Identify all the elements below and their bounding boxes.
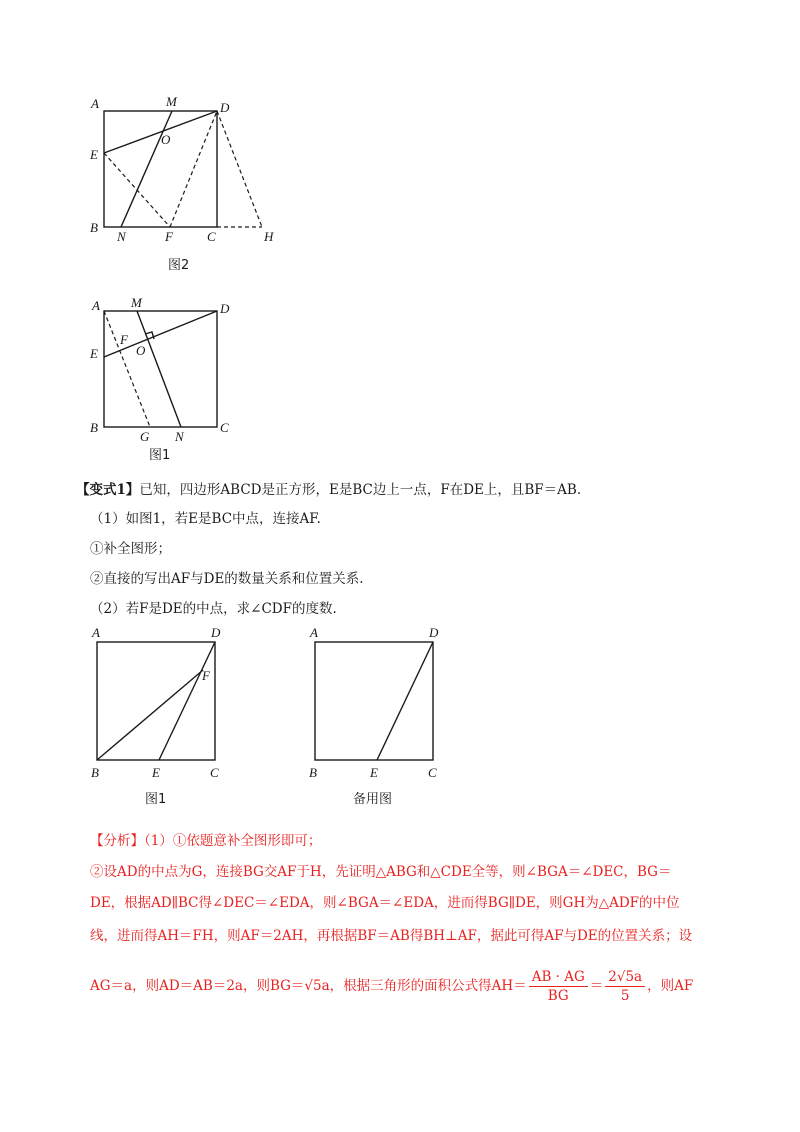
analysis-line-3: DE，根据AD∥BC得∠DEC＝∠EDA，则∠BGA＝∠EDA，进而得BG∥DE，则GH为△ADF的中位 [90,895,680,911]
backup-caption: 备用图 [353,792,393,807]
problem-statement-line [76,480,581,500]
fig1-label-C: C [220,420,229,435]
fig1-caption: 图1 [149,448,171,463]
fig1b-label-A: A [92,625,100,640]
fig1-square [104,311,217,427]
backup-label-E: E [370,765,378,780]
analysis-line5-a: AG＝a，则AD＝AB＝2a，则BG＝ [90,978,305,994]
figure-2 [89,94,274,273]
problem-statement: 已知，四边形ABCD是正方形，E是BC边上一点，F在DE上，且BF＝AB. [139,482,582,498]
fig1b-label-F: F [202,668,210,683]
fig2-dash-FD [170,111,217,227]
analysis-equals: ＝ [589,978,604,994]
problem-part1: （1）如图1，若E是BC中点，连接AF. [90,511,321,527]
analysis-line-5 [90,968,693,1005]
fig1-label-B: B [90,420,98,435]
fig1-label-N: N [175,429,184,444]
backup-line-ED [377,642,433,760]
fig1b-label-D: D [211,625,221,640]
fig2-label-O: O [161,132,171,147]
analysis-line-2: ②设AD的中点为G，连接BG交AF于H，先证明△ABG和△CDE全等，则∠BGA＝∠DEC，BG＝ [90,864,672,880]
fig2-label-B: B [90,220,98,235]
fig2-label-N: N [117,229,126,244]
problem-title: 【变式1】 [76,482,140,498]
fig2-dash-DH [217,111,262,227]
figure-backup [309,625,439,807]
fig1-label-O: O [136,343,146,358]
fig1-label-G: G [140,429,150,444]
fig2-dash-EF [104,153,170,227]
fig1b-label-B: B [91,765,99,780]
fig1-label-A: A [92,298,100,313]
fig2-label-H: H [264,229,274,244]
analysis-line-4: 线，进而得AH＝FH，则AF＝2AH，再根据BF＝AB得BH⊥AF，据此可得AF与DE的位置关系；设 [90,928,693,944]
fig2-line-MN [121,111,172,227]
fraction-1-numerator: AB · AG [529,968,588,987]
backup-label-D: D [429,625,439,640]
analysis-line-1: 【分析】（1）①依题意补全图形即可； [90,833,322,849]
fraction-ab-ag-over-bg [529,968,588,1005]
fig1-label-D: D [220,301,230,316]
fig1-label-E: E [90,346,98,361]
analysis-line5-root: √5 [304,978,322,994]
fig2-square [104,111,217,227]
fig1-label-F: F [120,332,128,347]
problem-sub1: ①补全图形； [90,541,171,557]
fraction-2-denominator: 5 [620,988,630,1004]
problem-sub2: ②直接的写出AF与DE的数量关系和位置关系. [90,571,364,587]
fig1-label-M: M [131,295,142,310]
fig2-label-A: A [91,96,99,111]
fig2-label-E: E [90,147,98,162]
fig1b-line-BF [97,670,203,760]
fig1b-caption: 图1 [145,792,167,807]
backup-label-C: C [428,765,437,780]
backup-label-B: B [309,765,317,780]
fig1b-square [97,642,215,760]
analysis-line5-b: a，根据三角形的面积公式得AH＝ [321,978,527,994]
fig1b-label-C: C [210,765,219,780]
fraction-2-numerator: 2√5a [605,968,645,987]
analysis-line5-c: ，则AF [647,978,694,994]
fig2-label-C: C [207,229,216,244]
fraction-1-denominator: BG [547,988,569,1004]
fig2-caption: 图2 [168,258,190,273]
figure-1-problem [91,625,221,807]
backup-square [315,642,433,760]
backup-label-A: A [310,625,318,640]
figure-1-top [89,295,230,463]
fig2-label-F: F [165,229,173,244]
fraction-2root5a-over-5 [605,968,645,1005]
problem-part2: （2）若F是DE的中点，求∠CDF的度数. [90,601,337,617]
fig2-label-D: D [220,100,230,115]
fig1b-label-E: E [152,765,160,780]
fig2-label-M: M [166,94,177,109]
